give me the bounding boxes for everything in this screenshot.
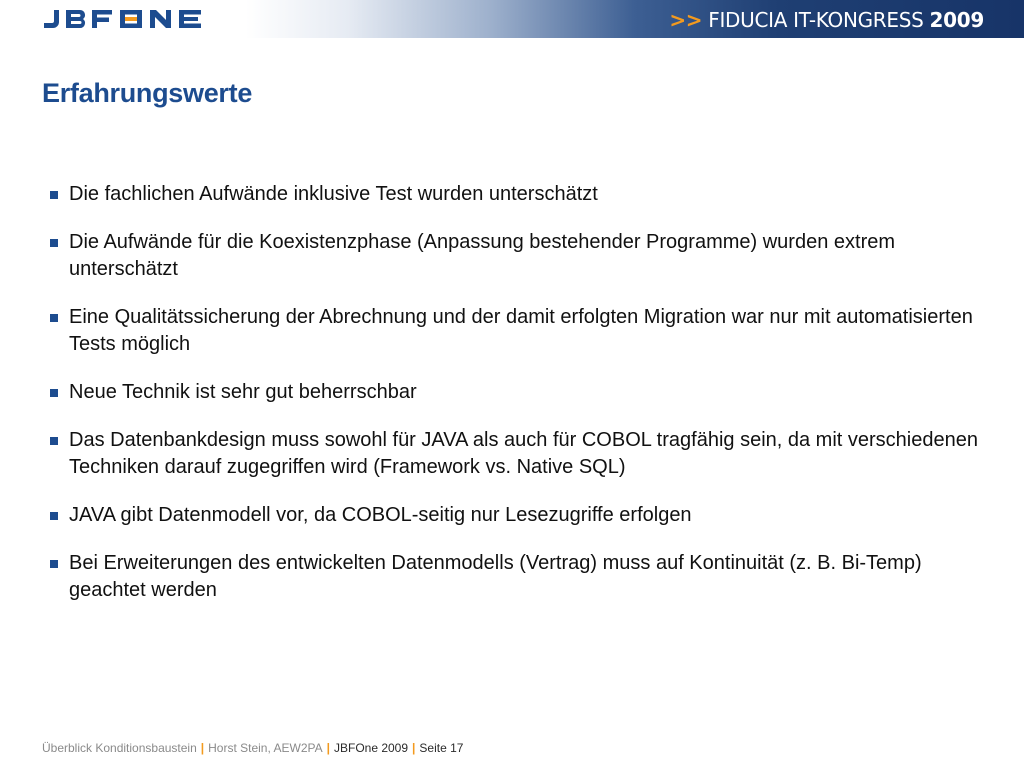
bullet-text: Neue Technik ist sehr gut beherrschbar <box>69 381 417 403</box>
bullet-item <box>48 304 978 358</box>
bullet-item <box>48 229 978 283</box>
bullet-square-icon <box>50 560 58 568</box>
bullet-text: JAVA gibt Datenmodell vor, da COBOL-seitig nur Lesezugriffe erfolgen <box>69 504 692 526</box>
bullet-square-icon <box>50 314 58 322</box>
jbfone-logo <box>40 7 206 31</box>
footer-separator: | <box>412 741 416 755</box>
bullet-text: Eine Qualitätssicherung der Abrechnung und der damit erfolgten Migration war nur mit automatisierten Tests möglich <box>69 306 973 355</box>
bullet-text: Das Datenbankdesign muss sowohl für JAVA als auch für COBOL tragfähig sein, da mit verschiedenen Techniken darauf zugegriffen wird (Framework vs. Native SQL) <box>69 429 978 478</box>
congress-name: FIDUCIA IT-KONGRESS <box>708 8 924 32</box>
congress-label <box>669 7 984 33</box>
bullet-text: Bei Erweiterungen des entwickelten Datenmodells (Vertrag) muss auf Kontinuität (z. B. Bi-Temp) geachtet werden <box>69 552 922 601</box>
jbfone-logo-icon <box>40 8 206 30</box>
footer-author: Horst Stein, AEW2PA <box>208 741 323 755</box>
footer-event: JBFOne 2009 <box>333 741 409 755</box>
bullet-square-icon <box>50 437 58 445</box>
bullet-square-icon <box>50 389 58 397</box>
bullet-text: Die Aufwände für die Koexistenzphase (Anpassung bestehender Programme) wurden extrem unterschätzt <box>69 231 896 280</box>
footer-separator: | <box>326 741 330 755</box>
bullet-item <box>48 550 978 604</box>
slide-title: Erfahrungswerte <box>42 78 253 108</box>
bullet-item <box>48 181 978 208</box>
bullet-square-icon <box>50 239 58 247</box>
footer-page-number: Seite 17 <box>419 741 464 755</box>
congress-year: 2009 <box>929 8 984 32</box>
bullet-list <box>48 181 978 625</box>
bullet-item <box>48 427 978 481</box>
slide-footer <box>42 741 463 755</box>
footer-separator: | <box>200 741 205 755</box>
congress-arrows: >> <box>669 8 703 32</box>
bullet-square-icon <box>50 191 58 199</box>
footer-topic: Überblick Konditionsbaustein <box>42 741 197 755</box>
bullet-item <box>48 379 978 406</box>
bullet-item <box>48 502 978 529</box>
bullet-text: Die fachlichen Aufwände inklusive Test wurden unterschätzt <box>69 183 598 205</box>
bullet-square-icon <box>50 512 58 520</box>
